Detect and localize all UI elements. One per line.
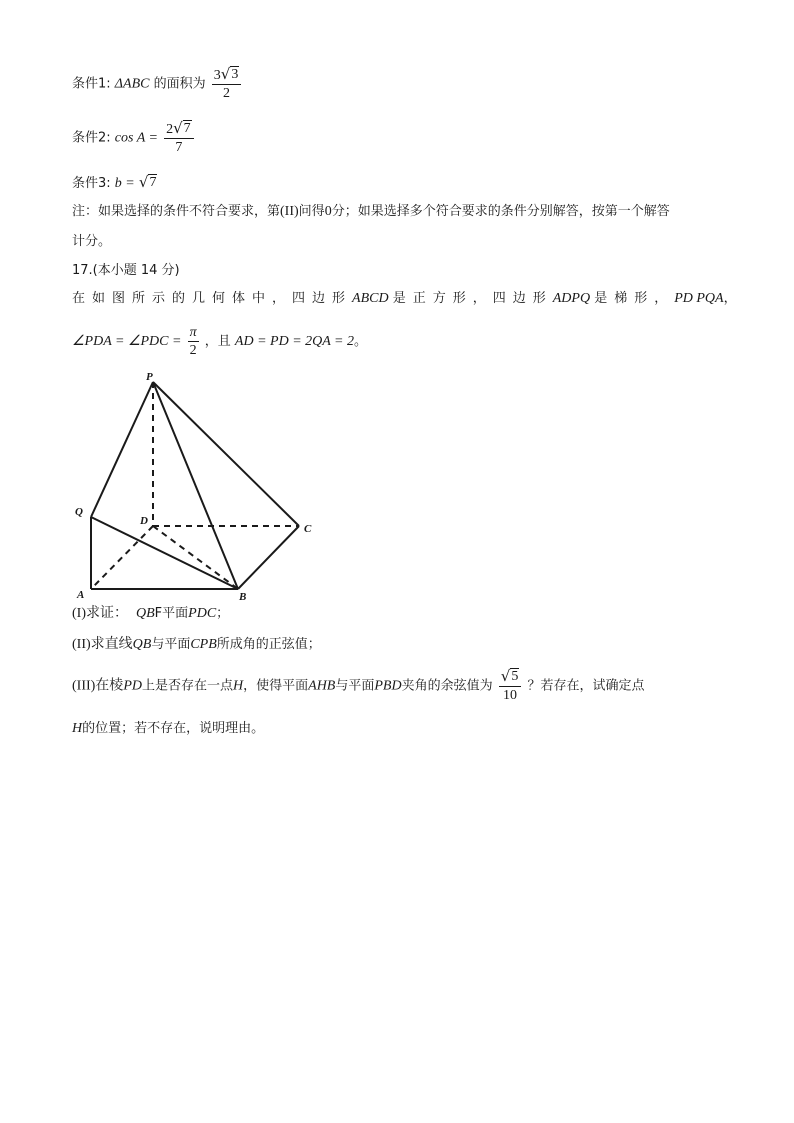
cos-fraction: 2 √ 7 7 [164, 120, 194, 156]
label-p: P [146, 371, 153, 383]
label-b: B [239, 591, 247, 603]
note-line-2: 计分。 [72, 234, 112, 249]
b-expression: b = [114, 176, 135, 191]
part-3-line-2: H的位置；若不存在，说明理由。 [72, 721, 265, 736]
condition-1-label: 条件1: [72, 76, 111, 92]
area-fraction: 3 √ 3 2 [212, 66, 242, 102]
edge-pb [153, 382, 238, 589]
edge-bc [238, 526, 299, 589]
b-sqrt: √ 7 [138, 173, 157, 191]
condition-2 [72, 120, 196, 156]
condition-3-label: 条件3: [72, 176, 111, 191]
question-header: 17.(本小题 14 分) [72, 263, 180, 278]
triangle-abc: ΔABC [114, 76, 150, 92]
edge-pc [153, 382, 299, 526]
label-c: C [304, 523, 312, 535]
geometry-figure [70, 368, 330, 603]
question-line-1: 在如图所示的几何体中，四边形ABCD 是正方形，四边形ADPQ 是梯形，PD PQA， [72, 291, 737, 306]
part-1: (I)求证： QBF平面PDC； [72, 606, 230, 621]
part-2: (II)求直线QB与平面CPB所成角的正弦值； [72, 637, 321, 652]
edge-qb [91, 517, 238, 589]
edge-da [91, 526, 153, 589]
part-3-line-1: (III)在棱PD上是否存在一点H，使得平面AHB与平面PBD夹角的余弦值为 √ 5 10 ？若存在，试确定点 [72, 667, 645, 703]
cos-expression: cos A = [114, 130, 158, 146]
condition-2-label: 条件2: [72, 130, 111, 146]
label-q: Q [75, 506, 83, 518]
condition-3 [72, 174, 157, 193]
label-a: A [77, 589, 85, 601]
cosine-fraction: √ 5 10 [499, 668, 522, 704]
edge-pq [91, 382, 153, 517]
label-d: D [140, 515, 148, 527]
condition-1 [72, 66, 243, 102]
pi-over-2: $\frac{\pi}{2}$ [189, 325, 197, 358]
condition-1-text: 的面积为 [153, 76, 206, 92]
note-line-1: 注：如果选择的条件不符合要求，第(II)问得0分；如果选择多个符合要求的条件分别解答，按第一个解答 [72, 204, 670, 219]
question-line-2: ∠PDA = ∠PDC = $\frac{\pi}{2}$ ，且 AD = PD = 2QA = 2。 [72, 325, 368, 358]
